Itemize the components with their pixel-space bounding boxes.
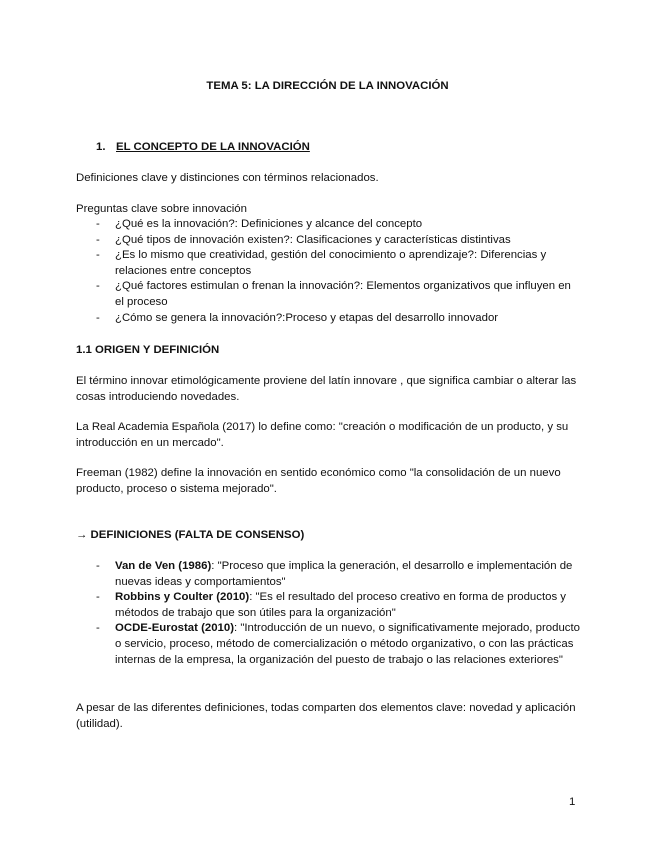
question-item-5	[96, 311, 580, 327]
definition-author: OCDE-Eurostat (2010)	[115, 622, 234, 635]
question-item-4	[96, 279, 580, 310]
definition-author: Robbins y Coulter (2010)	[115, 591, 250, 604]
page-number: 1	[569, 796, 576, 808]
origin-paragraph: El término innovar etimológicamente proviene del latín innovare , que significa cambiar o alterar las cosas introduciendo novedades.	[76, 375, 577, 403]
dash-bullet: -	[96, 560, 100, 572]
question-text: ¿Qué es la innovación?: Definiciones y alcance del concepto	[115, 218, 423, 230]
definition-author: Van de Ven (1986)	[115, 560, 212, 572]
section-1-title: EL CONCEPTO DE LA INNOVACIÓN	[116, 141, 310, 153]
dash-bullet: -	[96, 233, 100, 246]
freeman-paragraph: Freeman (1982) define la innovación en sentido económico como "la consolidación de un nuevo producto, proceso o sistema mejorado".	[76, 467, 561, 495]
definitions-heading: → DEFINICIONES (FALTA DE CONSENSO)	[76, 529, 305, 541]
question-text: ¿Cómo se genera la innovación?:Proceso y etapas del desarrollo innovador	[115, 311, 499, 324]
dash-bullet: -	[96, 311, 100, 324]
section-1-heading	[96, 140, 599, 156]
question-text: ¿Qué tipos de innovación existen?: Clasificaciones y características distintivas	[115, 233, 511, 246]
question-item-2	[96, 233, 580, 249]
dash-bullet: -	[96, 622, 100, 635]
dash-bullet: -	[96, 249, 100, 262]
definition-item-1	[96, 559, 580, 590]
section-1-1-heading: 1.1 ORIGEN Y DEFINICIÓN	[76, 344, 220, 356]
question-item-3	[96, 248, 580, 279]
question-text: ¿Qué factores estimulan o frenan la innovación?: Elementos organizativos que influyen en el proceso	[115, 280, 571, 308]
questions-list	[96, 217, 580, 326]
definition-text: : "Es el resultado del proceso creativo en forma de productos y métodos de trabajo que son útiles para la organización"	[115, 591, 567, 619]
definition-text: : "Introducción de un nuevo, o significativamente mejorado, producto o servicio, proceso, método de comercialización o método organizativo, o con las prácticas internas de la empresa, la organización del puesto de trabajo o las relaciones exteriores"	[115, 622, 580, 666]
document-title: TEMA 5: LA DIRECCIÓN DE LA INNOVACIÓN	[206, 80, 449, 92]
dash-bullet: -	[96, 218, 100, 230]
definition-item-2	[96, 590, 580, 621]
definitions-list	[96, 559, 580, 668]
conclusion-paragraph: A pesar de las diferentes definiciones, todas comparten dos elementos clave: novedad y aplicación (utilidad).	[76, 702, 576, 730]
definition-item-3	[96, 621, 580, 668]
rae-paragraph: La Real Academia Española (2017) lo define como: "creación o modificación de un producto, y su introducción en un mercado".	[76, 421, 569, 449]
section-1-number: 1.	[96, 141, 106, 153]
question-text: ¿Es lo mismo que creatividad, gestión del conocimiento o aprendizaje?: Diferencias y relaciones entre conceptos	[115, 249, 547, 277]
questions-label: Preguntas clave sobre innovación	[76, 203, 247, 215]
definition-text: : "Proceso que implica la generación, el desarrollo e implementación de nuevas ideas y comportamientos"	[115, 560, 573, 588]
intro-paragraph: Definiciones clave y distinciones con términos relacionados.	[76, 172, 379, 184]
dash-bullet: -	[96, 280, 100, 293]
dash-bullet: -	[96, 591, 100, 604]
question-item-1	[96, 217, 580, 233]
